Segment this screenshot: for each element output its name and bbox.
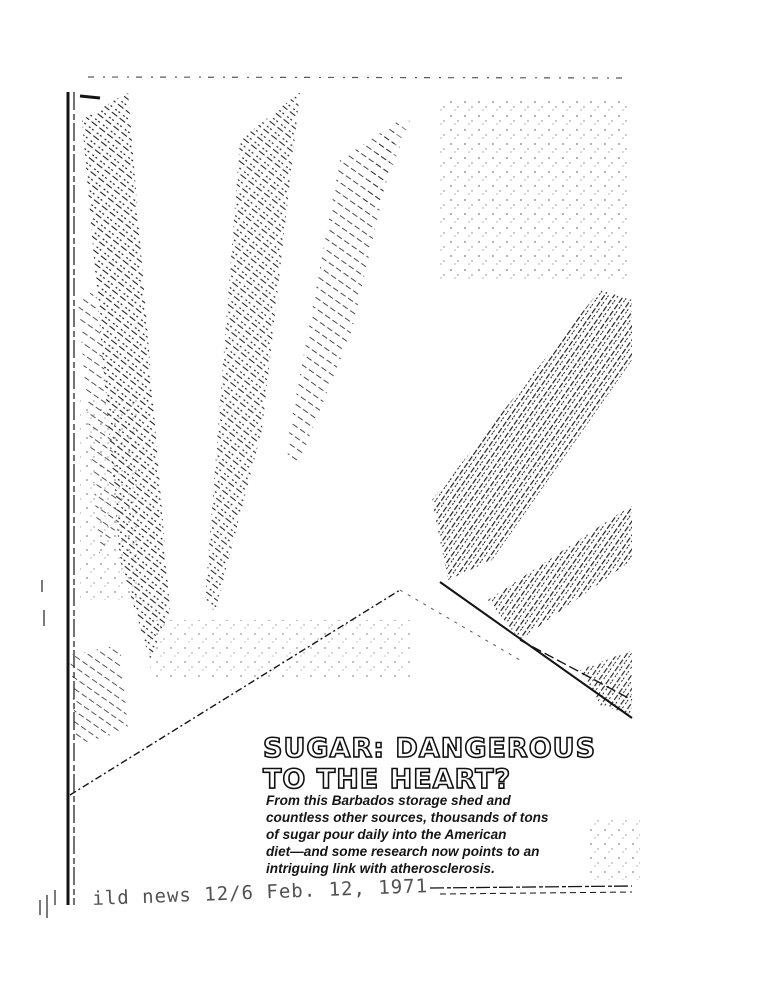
photo-caption <box>266 792 566 877</box>
caption-line-3: of sugar pour daily into the American <box>266 827 507 842</box>
headline-line-1: SUGAR: DANGEROUS <box>263 733 597 764</box>
caption-line-4: diet—and some research now points to an <box>266 844 540 859</box>
article-headline <box>263 733 596 795</box>
headline-line-2: TO THE HEART? <box>263 764 512 795</box>
handwritten-note: ild news 12/6 Feb. 12, 1971 <box>92 875 429 910</box>
caption-line-1: From this Barbados storage shed and <box>266 793 511 808</box>
caption-line-5: intriguing link with atherosclerosis. <box>266 861 495 876</box>
caption-line-2: countless other sources, thousands of tons <box>266 810 549 825</box>
